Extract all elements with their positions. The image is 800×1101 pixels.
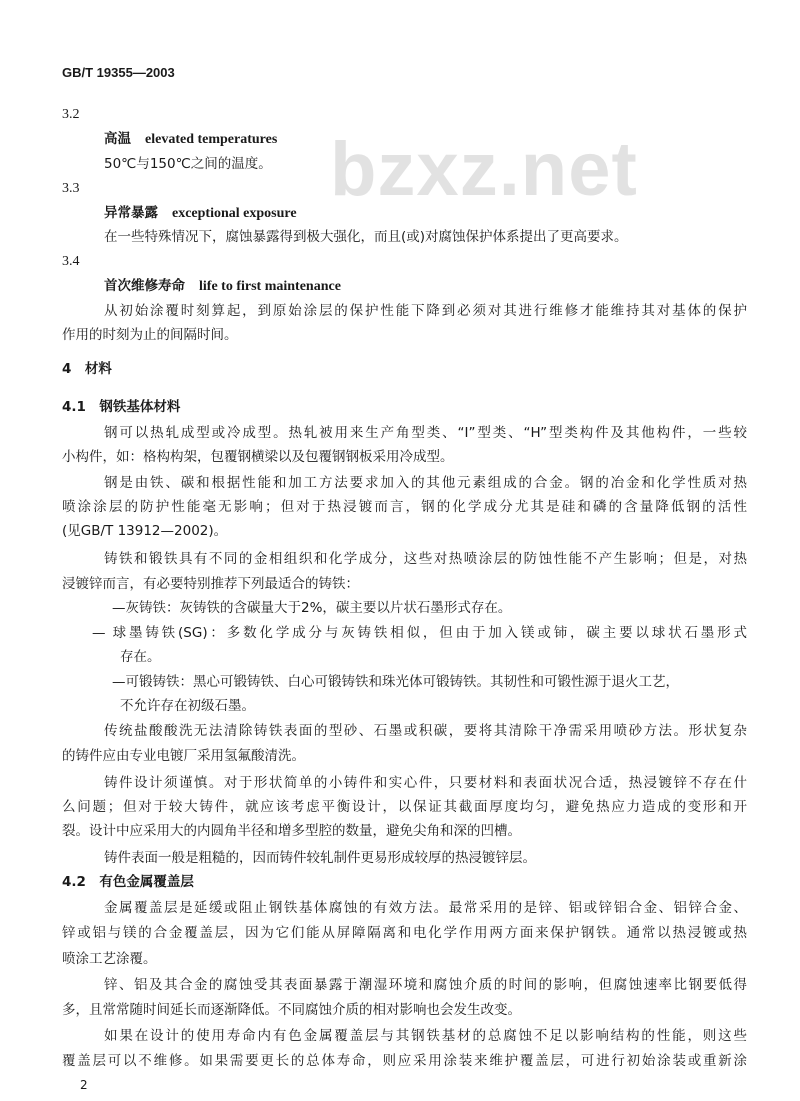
paragraph-line: 锌、铝及其合金的腐蚀受其表面暴露于潮湿环境和腐蚀介质的时间的影响，但腐蚀速率比钢要低得 [104, 977, 747, 993]
paragraph-line: 锌或铝与镁的合金覆盖层，因为它们能从屏障隔离和电化学作用两方面来保护钢铁。通常以热浸镀或热 [62, 925, 747, 941]
paragraph-line: 浸镀锌而言，有必要特别推荐下列最适合的铸铁： [62, 576, 359, 592]
paragraph-line: 铸件表面一般是粗糙的，因而铸件较轧制件更易形成较厚的热浸镀锌层。 [104, 850, 536, 866]
paragraph-line: 传统盐酸酸洗无法清除铸铁表面的型砂、石墨或积碳，要将其清除干净需采用喷砂方法。形状复杂 [104, 723, 747, 739]
paragraph-line: 小构件，如：格构构架，包覆钢横梁以及包覆钢钢板采用冷成型。 [62, 449, 454, 465]
paragraph-line: 铸铁和锻铁具有不同的金相组织和化学成分，这些对热喷涂层的防蚀性能不产生影响；但是，对热 [104, 551, 747, 567]
paragraph-line: 铸件设计须谨慎。对于形状简单的小铸件和实心件，只要材料和表面状况合适，热浸镀锌不存在什 [104, 775, 747, 791]
clause-number: 3.2 [62, 107, 80, 122]
paragraph-line: 在一些特殊情况下，腐蚀暴露得到极大强化，而且(或)对腐蚀保护体系提出了更高要求。 [104, 229, 628, 245]
paragraph-line: 从初始涂覆时刻算起，到原始涂层的保护性能下降到必须对其进行维修才能维持其对基体的保护 [104, 303, 747, 319]
term-english: life to first maintenance [199, 279, 341, 294]
term-english: exceptional exposure [172, 206, 297, 221]
standard-number-header: GB/T 19355—2003 [62, 65, 175, 80]
paragraph-line: 多，且常常随时间延长而逐渐降低。不同腐蚀介质的相对影响也会发生改变。 [62, 1002, 521, 1018]
section-heading: 4 材料 [62, 361, 112, 377]
list-item: —可锻铸铁：黑心可锻铸铁、白心可锻铸铁和珠光体可锻铸铁。其韧性和可锻性源于退火工艺， [112, 674, 679, 690]
paragraph-line: 喷涂涂层的防护性能毫无影响；但对于热浸镀而言，钢的化学成分尤其是硅和磷的含量降低钢的活性 [62, 499, 747, 515]
list-item-continuation: 不允许存在初级石墨。 [120, 698, 255, 714]
clause-number: 3.4 [62, 254, 80, 269]
paragraph-line: 的铸件应由专业电镀厂采用氢氟酸清洗。 [62, 748, 305, 764]
term-english: elevated temperatures [145, 132, 278, 147]
section-heading: 4.2 有色金属覆盖层 [62, 874, 194, 890]
term-chinese: 异常暴露 [104, 205, 158, 221]
paragraph-line: 作用的时刻为止的间隔时间。 [62, 327, 238, 343]
paragraph-line: 钢可以热轧成型或冷成型。热轧被用来生产角型类、“I”型类、“H”型类构件及其他构件，一些较 [104, 425, 747, 441]
paragraph-line: 50℃与150℃之间的温度。 [104, 156, 272, 172]
section-heading: 4.1 钢铁基体材料 [62, 399, 181, 415]
list-item: —灰铸铁：灰铸铁的含碳量大于2%，碳主要以片状石墨形式存在。 [112, 600, 512, 616]
paragraph-line: 么问题；但对于较大铸件，就应该考虑平衡设计，以保证其截面厚度均匀，避免热应力造成的变形和开 [62, 799, 747, 815]
paragraph-line: 裂。设计中应采用大的内圆角半径和增多型腔的数量，避免尖角和深的凹槽。 [62, 823, 521, 839]
term-entry [104, 130, 277, 149]
paragraph-line: 喷涂工艺涂覆。 [62, 951, 157, 967]
paragraph-line: 覆盖层可以不维修。如果需要更长的总体寿命，则应采用涂装来维护覆盖层，可进行初始涂装或重新涂 [62, 1053, 747, 1069]
page-number: 2 [80, 1078, 88, 1092]
paragraph-line: 钢是由铁、碳和根据性能和加工方法要求加入的其他元素组成的合金。钢的冶金和化学性质对热 [104, 475, 747, 491]
paragraph-line: (见GB/T 13912—2002)。 [62, 523, 228, 539]
paragraph-line: 金属覆盖层是延缓或阻止钢铁基体腐蚀的有效方法。最常采用的是锌、铝或锌铝合金、铝锌合金、 [104, 900, 747, 916]
term-entry [104, 277, 341, 296]
clause-number: 3.3 [62, 181, 80, 196]
term-chinese: 高温 [104, 131, 131, 147]
term-chinese: 首次维修寿命 [104, 278, 185, 294]
list-item: — 球墨铸铁(SG)：多数化学成分与灰铸铁相似，但由于加入镁或铈，碳主要以球状石墨形式 [92, 625, 747, 641]
term-entry [104, 204, 297, 223]
list-item-continuation: 存在。 [120, 649, 161, 665]
paragraph-line: 如果在设计的使用寿命内有色金属覆盖层与其钢铁基材的总腐蚀不足以影响结构的性能，则这些 [104, 1028, 747, 1044]
watermark: bzxz.net [330, 127, 638, 212]
